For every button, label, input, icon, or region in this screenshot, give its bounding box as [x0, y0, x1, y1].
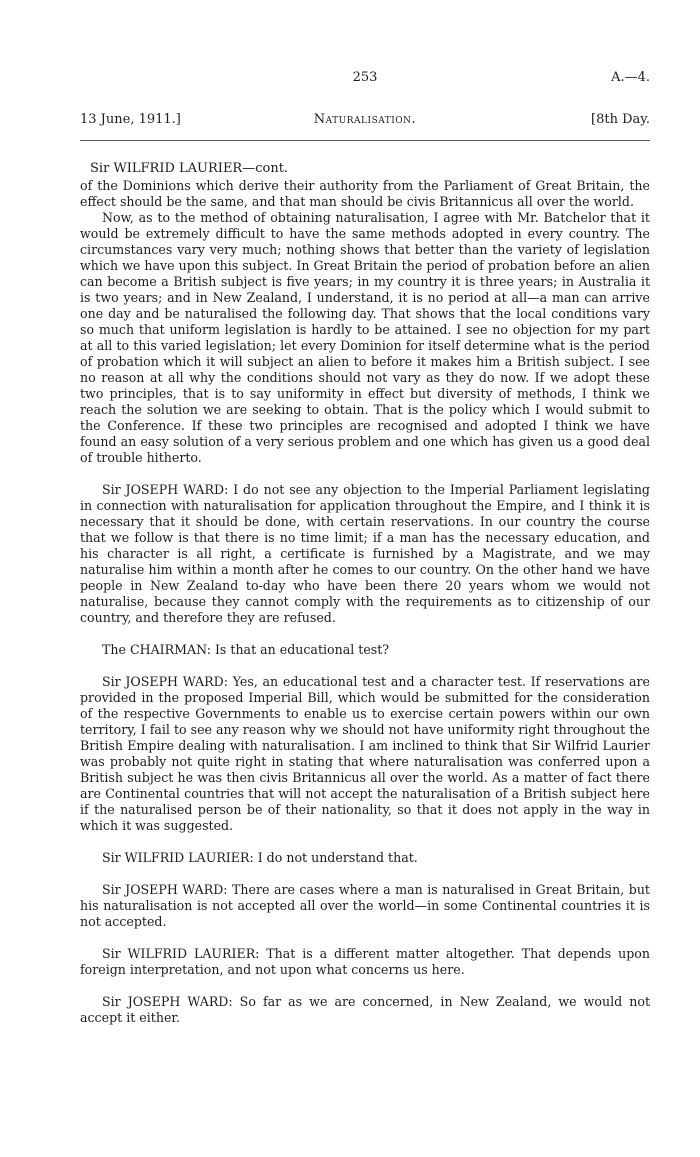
paragraph-laurier-methods: Now, as to the method of obtaining naturalisation, I agree with Mr. Batchelor that it would be extremely difficult to have the same methods adopted in every country. The circumstances vary very much; nothing shows that better than the variety of legislation which we have upon this subject. In Great Britain the period of probation before an alien can become a British subject is five years; in my country it is three years; in Australia it is two years; and in New Zealand, I understand, it is no period at all—a man can arrive one day and be naturalised the following day. That shows that the local conditions vary so much that uniform legislation is hardly to be attained. I see no objection for my part at all to this varied legislation; let every Dominion for itself determine what is the period of probation which it will subject an alien to before it makes him a British subject. I see no reason at all why the conditions should not vary as they do now. If we adopt these two principles, that is to say uniformity in effect but diversity of methods, I think we reach the solution we are seeking to obtain. That is the policy which I would submit to the Conference. If these two principles are recognised and adopted I think we have found an easy solution of a very serious problem and one which has given us a good deal of trouble hitherto.	[80, 210, 650, 465]
sheet-reference: A.—4.	[611, 70, 650, 85]
page-top-line	[80, 70, 650, 92]
paragraph-ward-legislating: Sir JOSEPH WARD: I do not see any objection to the Imperial Parliament legislating in connection with naturalisation for application throughout the Empire, and I think it is necessary that it should be done, with certain reservations. In our country the course that we follow is that there is no time limit; if a man has the necessary education, and his character is all right, a certificate is furnished by a Magistrate, and we may naturalise him within a month after he comes to our country. On the other hand we have people in New Zealand to-day who have been there 20 years whom we would not naturalise, because they cannot comply with the requirements as to citizenship of our country, and therefore they are refused.	[80, 482, 650, 625]
page-number: 253	[352, 70, 378, 85]
header-title: Naturalisation.	[313, 112, 417, 127]
running-header	[80, 112, 650, 134]
continuation-speaker: Sir WILFRID LAURIER—cont.	[90, 161, 289, 176]
header-day: [8th Day.	[591, 112, 650, 127]
paragraph-ward-cases: Sir JOSEPH WARD: There are cases where a man is naturalised in Great Britain, but his naturalisation is not accepted all over the world—in some Continental countries it is not accepted.	[80, 882, 650, 929]
header-rule	[80, 140, 650, 141]
paragraph-ward-educational-test: Sir JOSEPH WARD: Yes, an educational test and a character test. If reservations are provided in the proposed Imperial Bill, which would be submitted for the consideration of the respective Governments to enable us to exercise certain powers within our own territory, I fail to see any reason why we should not have uniformity right throughout the British Empire dealing with naturalisation. I am inclined to think that Sir Wilfrid Laurier was probably not quite right in stating that where naturalisation was conferred upon a British subject he was then civis Britannicus all over the world. As a matter of fact there are Continental countries that will not accept the naturalisation of a British subject here if the naturalised person be of their nationality, so that it does not apply in the way in which it was suggested.	[80, 674, 650, 833]
paragraph-laurier-different-matter: Sir WILFRID LAURIER: That is a different matter altogether. That depends upon foreign interpretation, and not upon what concerns us here.	[80, 946, 650, 977]
paragraph-chairman-question: The CHAIRMAN: Is that an educational test?	[102, 642, 390, 657]
paragraph-continued: of the Dominions which derive their authority from the Parliament of Great Britain, the effect should be the same, and that man should be civis Britannicus all over the world.	[80, 178, 650, 209]
document-page	[80, 70, 650, 1026]
paragraph-laurier-understand: Sir WILFRID LAURIER: I do not understand that.	[102, 850, 418, 865]
paragraph-ward-not-accept: Sir JOSEPH WARD: So far as we are concerned, in New Zealand, we would not accept it either.	[80, 994, 650, 1025]
header-date: 13 June, 1911.]	[80, 112, 181, 127]
